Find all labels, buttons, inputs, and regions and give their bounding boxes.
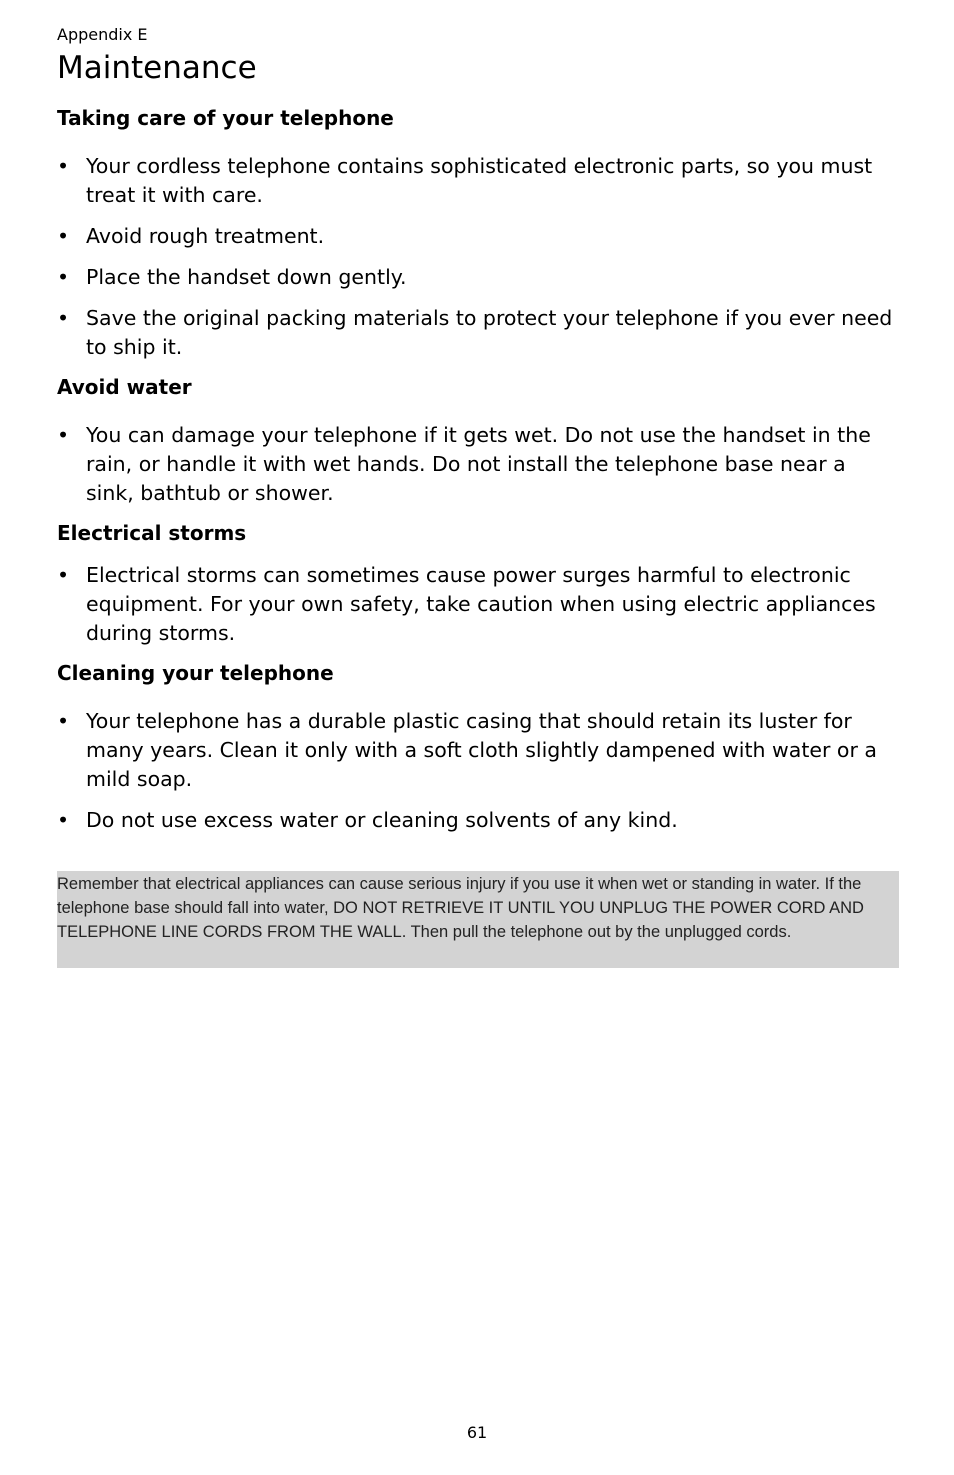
section-heading: Avoid water [57,375,192,399]
list-item-text: Save the original packing materials to protect your telephone if you ever need to ship it. [86,306,893,359]
list-item [57,707,899,794]
list-item [57,263,899,292]
list-item [57,304,899,362]
section-avoid-water [57,374,899,508]
list-item-text: Avoid rough treatment. [86,224,325,248]
list-item [57,806,899,835]
list-item-text: You can damage your telephone if it gets wet. Do not use the handset in the rain, or handle it with wet hands. Do not install the telephone base near a sink, bathtub or shower. [86,423,871,505]
bullet-icon: • [57,709,70,733]
appendix-label: Appendix E [57,25,148,44]
list-item [57,561,899,648]
section-electrical-storms [57,520,899,648]
list-item [57,152,899,210]
bullet-list [57,707,899,835]
bullet-list [57,152,899,362]
bullet-icon: • [57,224,70,248]
warning-box: Remember that electrical appliances can cause serious injury if you use it when wet or standing in water. If the telephone base should fall into water, DO NOT RETRIEVE IT UNTIL YOU UNPLUG THE POWER CORD AND TELEPHONE LINE CORDS FROM THE WALL. Then pull the telephone out by the unplugged cords. [57,871,899,968]
bullet-icon: • [57,265,70,289]
list-item-text: Your telephone has a durable plastic casing that should retain its luster for many years. Clean it only with a soft cloth slightly dampened with water or a mild soap. [86,709,877,791]
section-taking-care [57,105,899,362]
bullet-icon: • [57,563,70,587]
list-item-text: Do not use excess water or cleaning solvents of any kind. [86,808,678,832]
section-cleaning [57,660,899,835]
section-heading: Cleaning your telephone [57,661,334,685]
list-item-text: Electrical storms can sometimes cause power surges harmful to electronic equipment. For your own safety, take caution when using electric appliances during storms. [86,563,876,645]
bullet-icon: • [57,423,70,447]
bullet-icon: • [57,154,70,178]
bullet-icon: • [57,306,70,330]
bullet-list [57,561,899,648]
bullet-list [57,421,899,508]
bullet-icon: • [57,808,70,832]
list-item [57,222,899,251]
page-title: Maintenance [57,50,257,86]
list-item [57,421,899,508]
list-item-text: Place the handset down gently. [86,265,407,289]
section-heading: Taking care of your telephone [57,106,394,130]
section-heading: Electrical storms [57,521,247,545]
page-number: 61 [466,1423,488,1442]
list-item-text: Your cordless telephone contains sophisticated electronic parts, so you must treat it with care. [86,154,873,207]
